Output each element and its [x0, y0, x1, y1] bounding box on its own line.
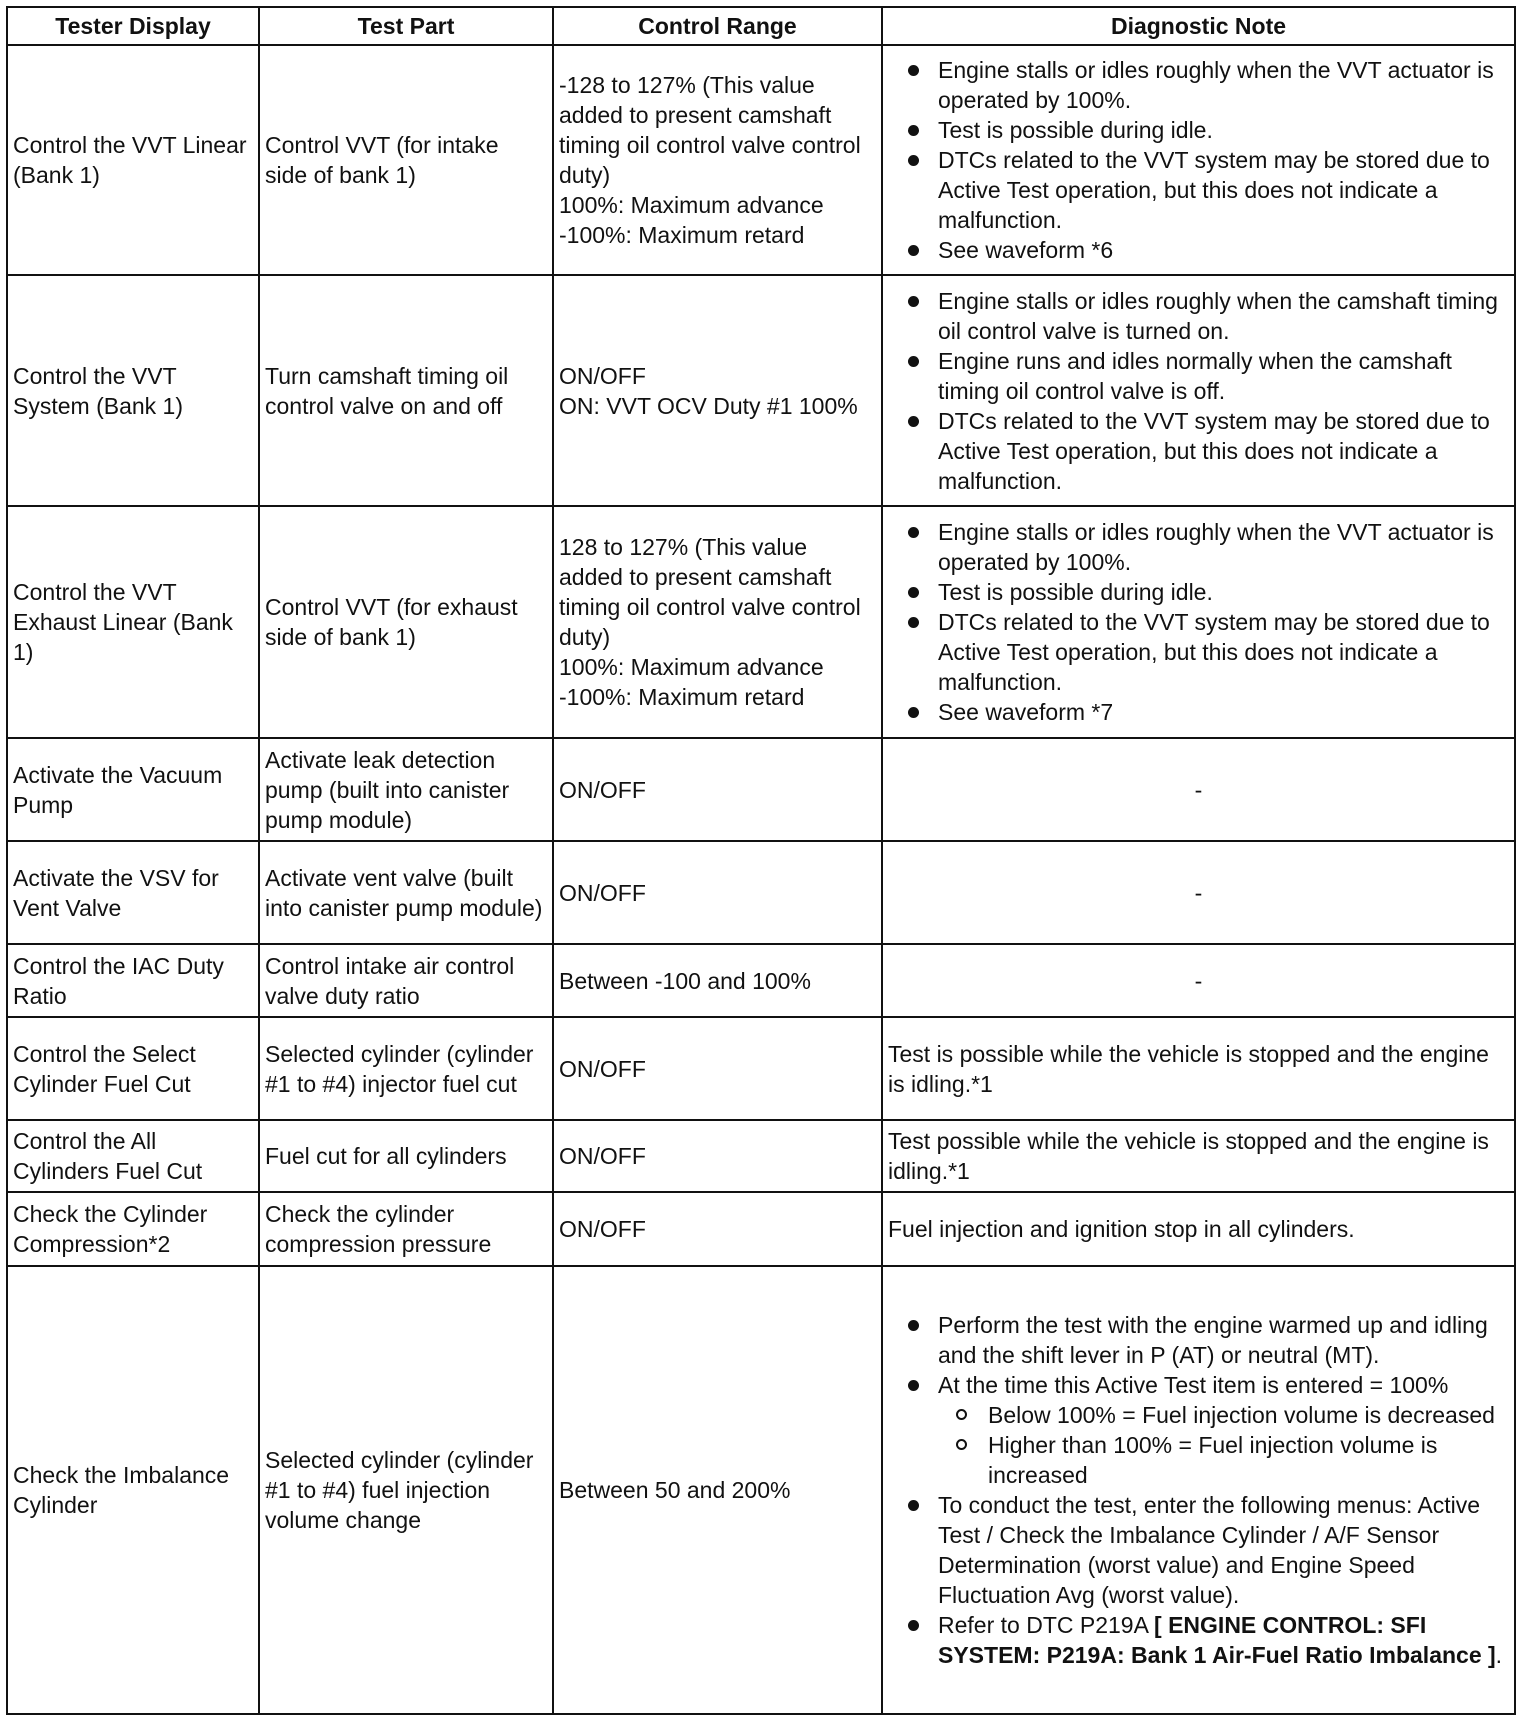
note-item: See waveform *6 — [888, 235, 1509, 265]
cell-control-range: ON/OFF — [553, 1017, 882, 1120]
note-list — [888, 517, 1509, 727]
note-item — [888, 1610, 1509, 1670]
cell-tester-display: Activate the VSV for Vent Valve — [7, 841, 259, 944]
note-item: Engine stalls or idles roughly when the VVT actuator is operated by 100%. — [888, 517, 1509, 577]
note-list — [888, 1310, 1509, 1670]
cell-test-part: Selected cylinder (cylinder #1 to #4) injector fuel cut — [259, 1017, 553, 1120]
table-row — [7, 506, 1515, 738]
note-item: Engine stalls or idles roughly when the VVT actuator is operated by 100%. — [888, 55, 1509, 115]
ref-prefix: Refer to DTC P219A — [938, 1612, 1148, 1638]
note-item: Engine stalls or idles roughly when the camshaft timing oil control valve is turned on. — [888, 286, 1509, 346]
table-row — [7, 1120, 1515, 1192]
cell-diagnostic-note: Test possible while the vehicle is stopped and the engine is idling.*1 — [882, 1120, 1515, 1192]
cell-control-range: -128 to 127% (This value added to present camshaft timing oil control valve control duty) 100%: Maximum advance -100%: Maximum retard — [553, 45, 882, 275]
note-item: To conduct the test, enter the following menus: Active Test / Check the Imbalance Cylinder / A/F Sensor Determination (worst value) and Engine Speed Fluctuation Avg (worst value). — [888, 1490, 1509, 1610]
ref-suffix: . — [1495, 1642, 1503, 1668]
header-tester-display: Tester Display — [7, 7, 259, 45]
note-item — [888, 1370, 1509, 1490]
cell-diagnostic-note — [882, 506, 1515, 738]
note-list — [888, 55, 1509, 265]
note-text: At the time this Active Test item is entered = 100% — [938, 1372, 1449, 1398]
table-row — [7, 1192, 1515, 1266]
cell-tester-display: Control the All Cylinders Fuel Cut — [7, 1120, 259, 1192]
header-diagnostic-note: Diagnostic Note — [882, 7, 1515, 45]
sub-note-list — [938, 1400, 1509, 1490]
table-row — [7, 1017, 1515, 1120]
cell-diagnostic-note — [882, 45, 1515, 275]
cell-test-part: Selected cylinder (cylinder #1 to #4) fuel injection volume change — [259, 1266, 553, 1714]
cell-control-range: Between -100 and 100% — [553, 944, 882, 1017]
cell-control-range: ON/OFF ON: VVT OCV Duty #1 100% — [553, 275, 882, 506]
sub-note-item: Higher than 100% = Fuel injection volume is increased — [938, 1430, 1509, 1490]
table-row — [7, 944, 1515, 1017]
cell-test-part: Control VVT (for exhaust side of bank 1) — [259, 506, 553, 738]
note-list — [888, 286, 1509, 496]
cell-test-part: Control intake air control valve duty ratio — [259, 944, 553, 1017]
cell-tester-display: Check the Cylinder Compression*2 — [7, 1192, 259, 1266]
cell-tester-display: Control the VVT Linear (Bank 1) — [7, 45, 259, 275]
note-item: Test is possible during idle. — [888, 577, 1509, 607]
note-item: See waveform *7 — [888, 697, 1509, 727]
cell-control-range: 128 to 127% (This value added to present camshaft timing oil control valve control duty) 100%: Maximum advance -100%: Maximum retard — [553, 506, 882, 738]
cell-test-part: Fuel cut for all cylinders — [259, 1120, 553, 1192]
cell-control-range: ON/OFF — [553, 1192, 882, 1266]
cell-control-range: Between 50 and 200% — [553, 1266, 882, 1714]
cell-diagnostic-note: Test is possible while the vehicle is stopped and the engine is idling.*1 — [882, 1017, 1515, 1120]
header-control-range: Control Range — [553, 7, 882, 45]
cell-diagnostic-note — [882, 1266, 1515, 1714]
cell-test-part: Activate vent valve (built into canister pump module) — [259, 841, 553, 944]
cell-test-part: Check the cylinder compression pressure — [259, 1192, 553, 1266]
note-item: Perform the test with the engine warmed up and idling and the shift lever in P (AT) or neutral (MT). — [888, 1310, 1509, 1370]
table-row — [7, 45, 1515, 275]
cell-tester-display: Activate the Vacuum Pump — [7, 738, 259, 841]
header-test-part: Test Part — [259, 7, 553, 45]
cell-test-part: Activate leak detection pump (built into canister pump module) — [259, 738, 553, 841]
note-item: Test is possible during idle. — [888, 115, 1509, 145]
note-item: DTCs related to the VVT system may be stored due to Active Test operation, but this does not indicate a malfunction. — [888, 145, 1509, 235]
active-test-table — [6, 6, 1516, 1715]
note-item: DTCs related to the VVT system may be stored due to Active Test operation, but this does not indicate a malfunction. — [888, 607, 1509, 697]
cell-tester-display: Control the IAC Duty Ratio — [7, 944, 259, 1017]
sub-note-item: Below 100% = Fuel injection volume is decreased — [938, 1400, 1509, 1430]
header-row — [7, 7, 1515, 45]
cell-tester-display: Control the Select Cylinder Fuel Cut — [7, 1017, 259, 1120]
cell-diagnostic-note: Fuel injection and ignition stop in all cylinders. — [882, 1192, 1515, 1266]
cell-diagnostic-note — [882, 275, 1515, 506]
cell-test-part: Turn camshaft timing oil control valve on and off — [259, 275, 553, 506]
table-row — [7, 738, 1515, 841]
cell-tester-display: Control the VVT System (Bank 1) — [7, 275, 259, 506]
cell-diagnostic-note: - — [882, 738, 1515, 841]
table-row — [7, 1266, 1515, 1714]
dtc-reference-link[interactable]: [ ENGINE CONTROL: SFI SYSTEM: P219A: Bank 1 Air-Fuel Ratio Imbalance ] — [938, 1612, 1496, 1668]
cell-control-range: ON/OFF — [553, 1120, 882, 1192]
cell-control-range: ON/OFF — [553, 841, 882, 944]
note-item: DTCs related to the VVT system may be stored due to Active Test operation, but this does not indicate a malfunction. — [888, 406, 1509, 496]
cell-control-range: ON/OFF — [553, 738, 882, 841]
table-row — [7, 841, 1515, 944]
table-row — [7, 275, 1515, 506]
cell-test-part: Control VVT (for intake side of bank 1) — [259, 45, 553, 275]
active-test-table-wrapper — [6, 6, 1516, 1715]
cell-tester-display: Control the VVT Exhaust Linear (Bank 1) — [7, 506, 259, 738]
cell-tester-display: Check the Imbalance Cylinder — [7, 1266, 259, 1714]
note-item: Engine runs and idles normally when the camshaft timing oil control valve is off. — [888, 346, 1509, 406]
cell-diagnostic-note: - — [882, 944, 1515, 1017]
cell-diagnostic-note: - — [882, 841, 1515, 944]
